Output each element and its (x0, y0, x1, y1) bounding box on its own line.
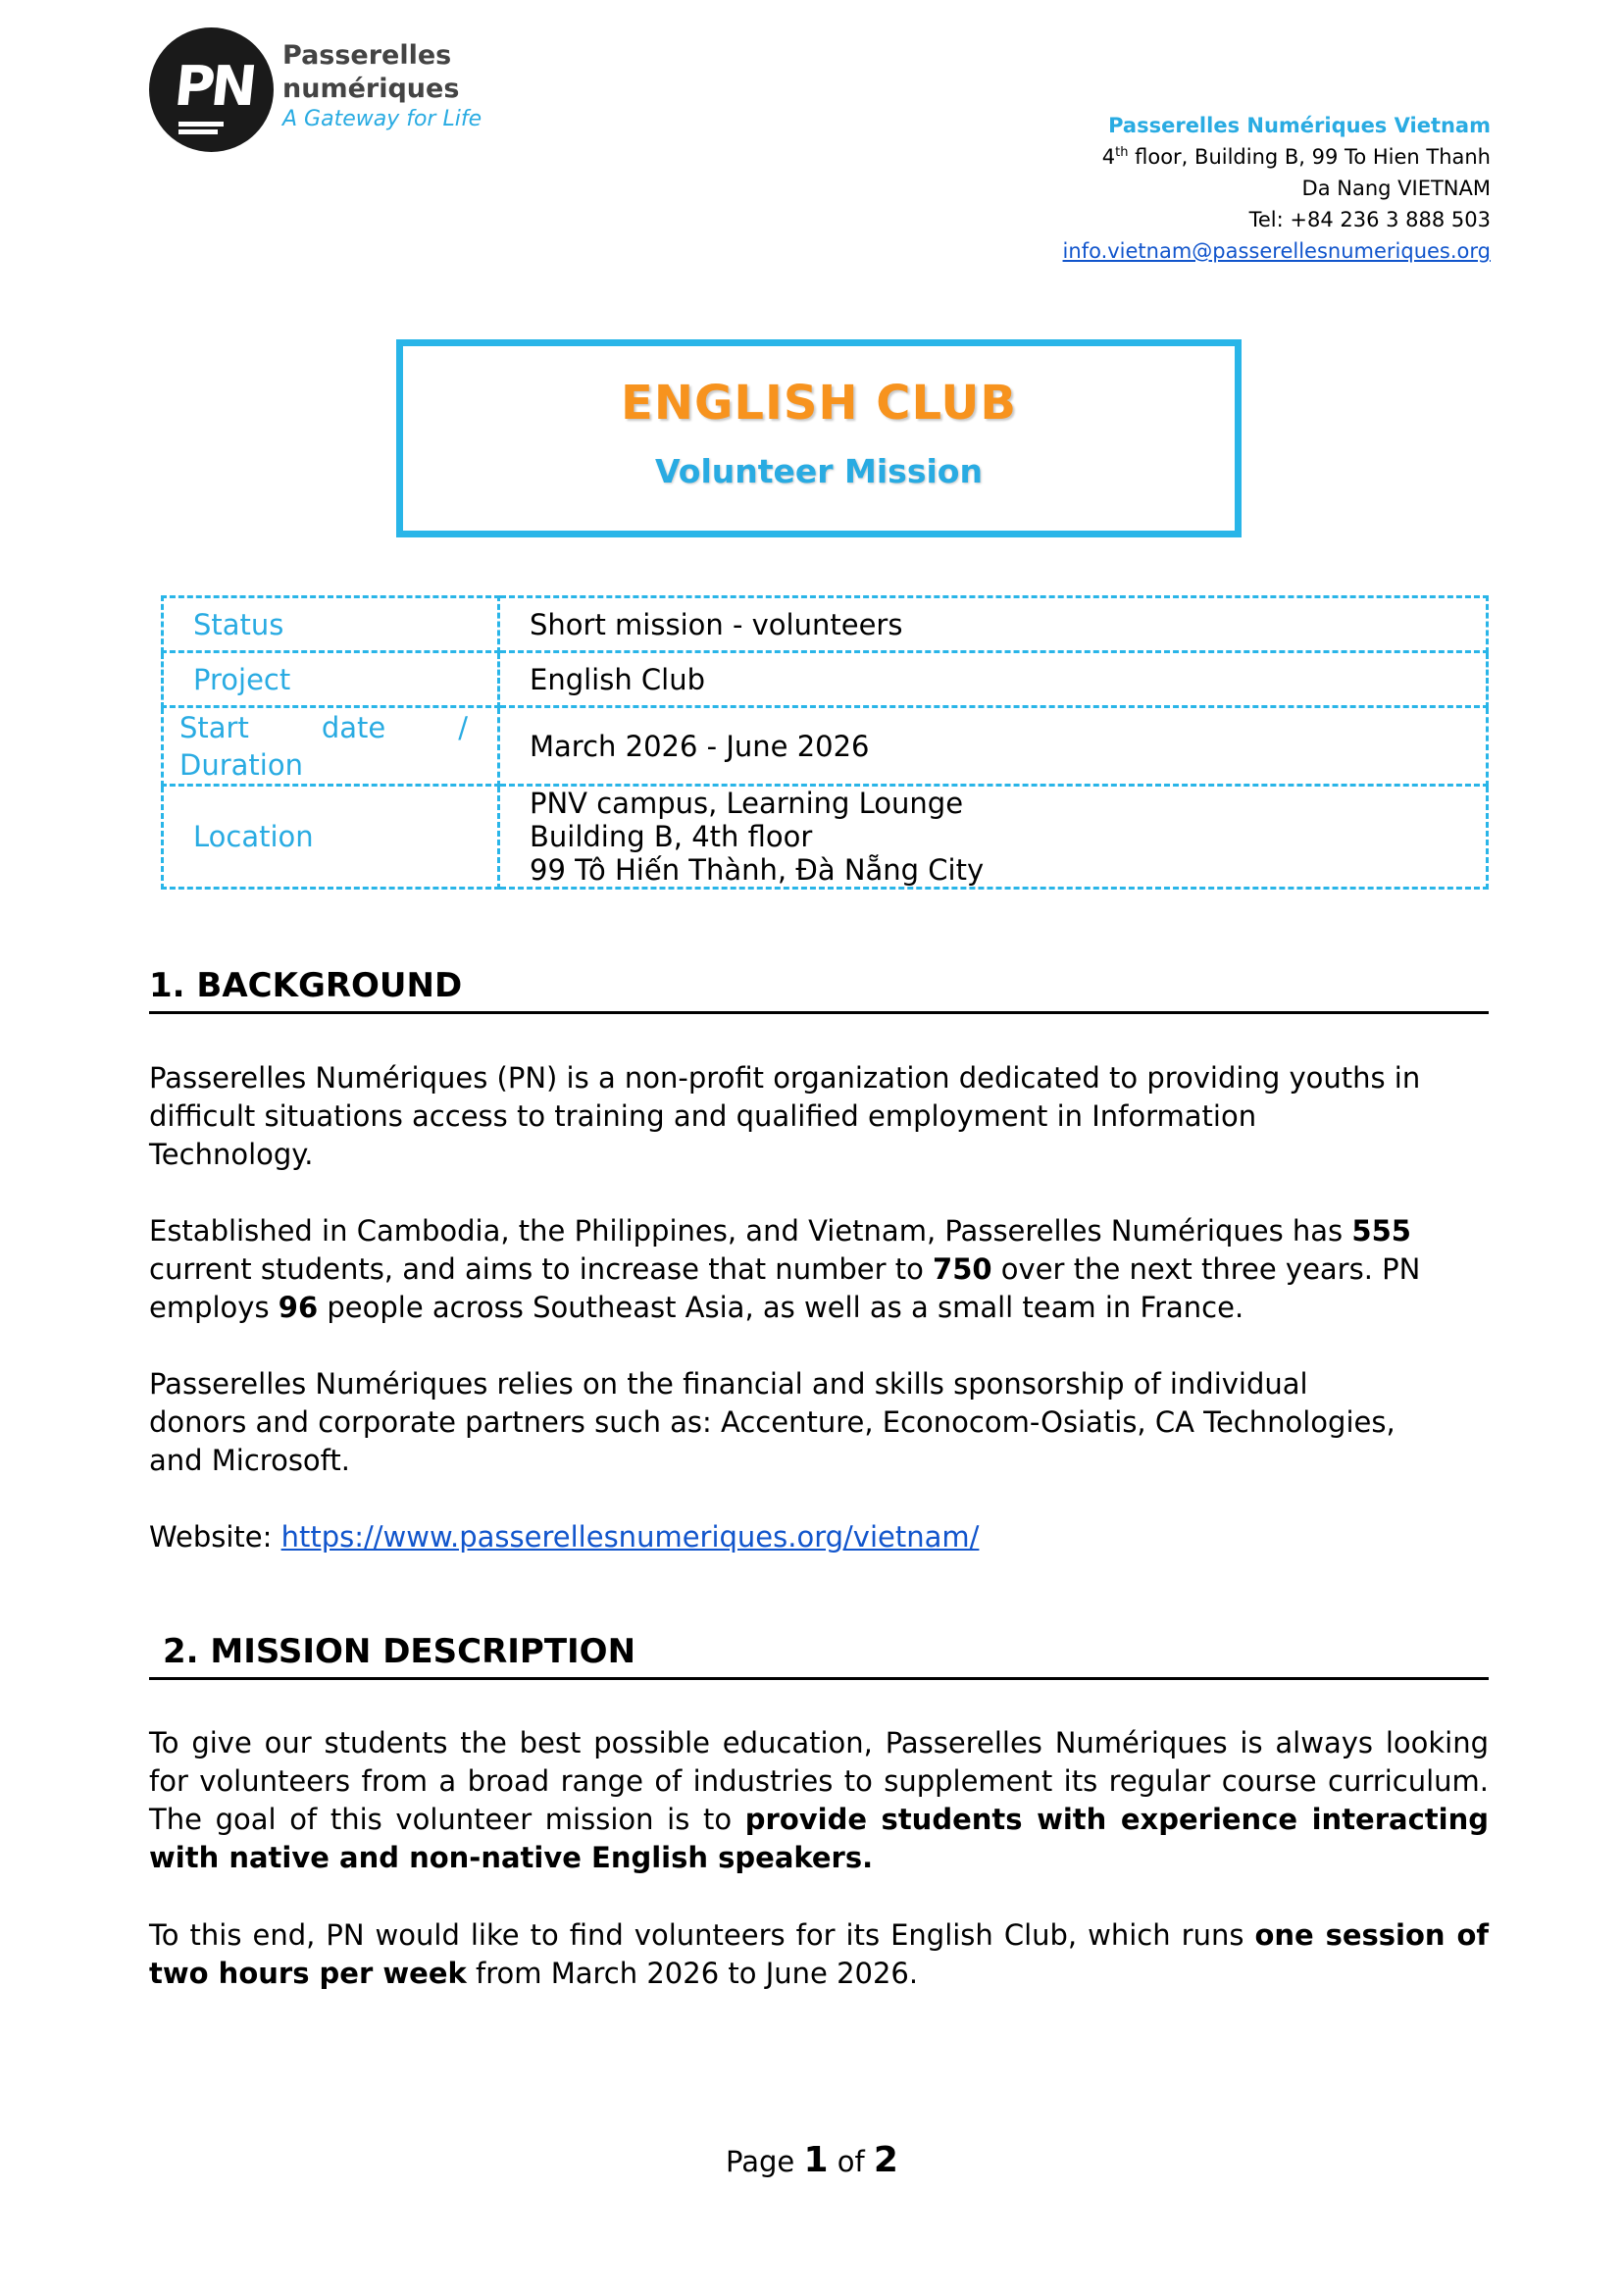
background-paragraph-2: Established in Cambodia, the Philippines, and Vietnam, Passerelles Numériques has 555 current students, and aims to increase that number to 750 over the next three years. PN employs 96 people across Southeast Asia, as well as a small team in France. (149, 1214, 1421, 1324)
org-address-block (1063, 110, 1491, 267)
project-value: English Club (499, 652, 1488, 707)
status-value: Short mission - volunteers (499, 597, 1488, 652)
website-link[interactable]: https://www.passerellesnumeriques.org/vietnam/ (280, 1520, 980, 1554)
section-heading-mission: 2. MISSION DESCRIPTION (149, 1632, 1489, 1680)
mission-paragraph-2: To this end, PN would like to find volunteers for its English Club, which runs one session of two hours per week from March 2026 to June 2026. (149, 1918, 1489, 1990)
location-value: PNV campus, Learning Lounge Building B, 4th floor 99 Tô Hiến Thành, Đà Nẵng City (499, 786, 1488, 889)
table-row (163, 652, 1488, 707)
city-line: Da Nang VIETNAM (1301, 177, 1491, 200)
logo-text (282, 39, 482, 133)
logo (149, 27, 274, 152)
page-title: ENGLISH CLUB (621, 376, 1017, 431)
logo-line1: Passerelles (282, 40, 452, 71)
table-row (163, 597, 1488, 652)
tel-line: Tel: +84 236 3 888 503 (1248, 208, 1491, 231)
org-name: Passerelles Numériques Vietnam (1108, 114, 1491, 137)
start-duration-label: Start date / Duration (163, 707, 499, 786)
table-row (163, 786, 1488, 889)
status-label: Status (163, 597, 499, 652)
page-subtitle: Volunteer Mission (655, 452, 983, 490)
title-box (396, 339, 1242, 537)
website-label: Website: (149, 1520, 281, 1554)
website-line (149, 1518, 1489, 1556)
address-line: 4th floor, Building B, 99 To Hien Thanh (1101, 145, 1491, 169)
background-paragraph-1: Passerelles Numériques (PN) is a non-profit organization dedicated to providing youths in difficult situations access to training and qualified employment in Information Technology. (149, 1061, 1421, 1171)
start-duration-value: March 2026 - June 2026 (499, 707, 1488, 786)
table-row (163, 707, 1488, 786)
mission-info-table (161, 595, 1489, 890)
logo-mark: PN (171, 55, 257, 119)
page-number: Page 1 of 2 (726, 2140, 898, 2180)
email-link[interactable]: info.vietnam@passerellesnumeriques.org (1062, 239, 1491, 263)
logo-line2: numériques (282, 74, 460, 104)
logo-stripe (178, 129, 218, 134)
background-paragraph-3: Passerelles Numériques relies on the financial and skills sponsorship of individual donors and corporate partners such as: Accenture, Econocom-Osiatis, CA Technologies, and Microsoft. (149, 1367, 1396, 1477)
logo-stripe (178, 122, 224, 127)
section-heading-background: 1. BACKGROUND (149, 966, 1489, 1014)
logo-tagline: A Gateway for Life (282, 107, 482, 131)
mission-paragraph-1: To give our students the best possible education, Passerelles Numériques is always looking for volunteers from a broad range of industries to supplement its regular course curriculum. The goal of this volunteer mission is to provide students with experience interacting with native and non-native English speakers. (149, 1726, 1489, 1874)
location-label: Location (163, 786, 499, 889)
project-label: Project (163, 652, 499, 707)
